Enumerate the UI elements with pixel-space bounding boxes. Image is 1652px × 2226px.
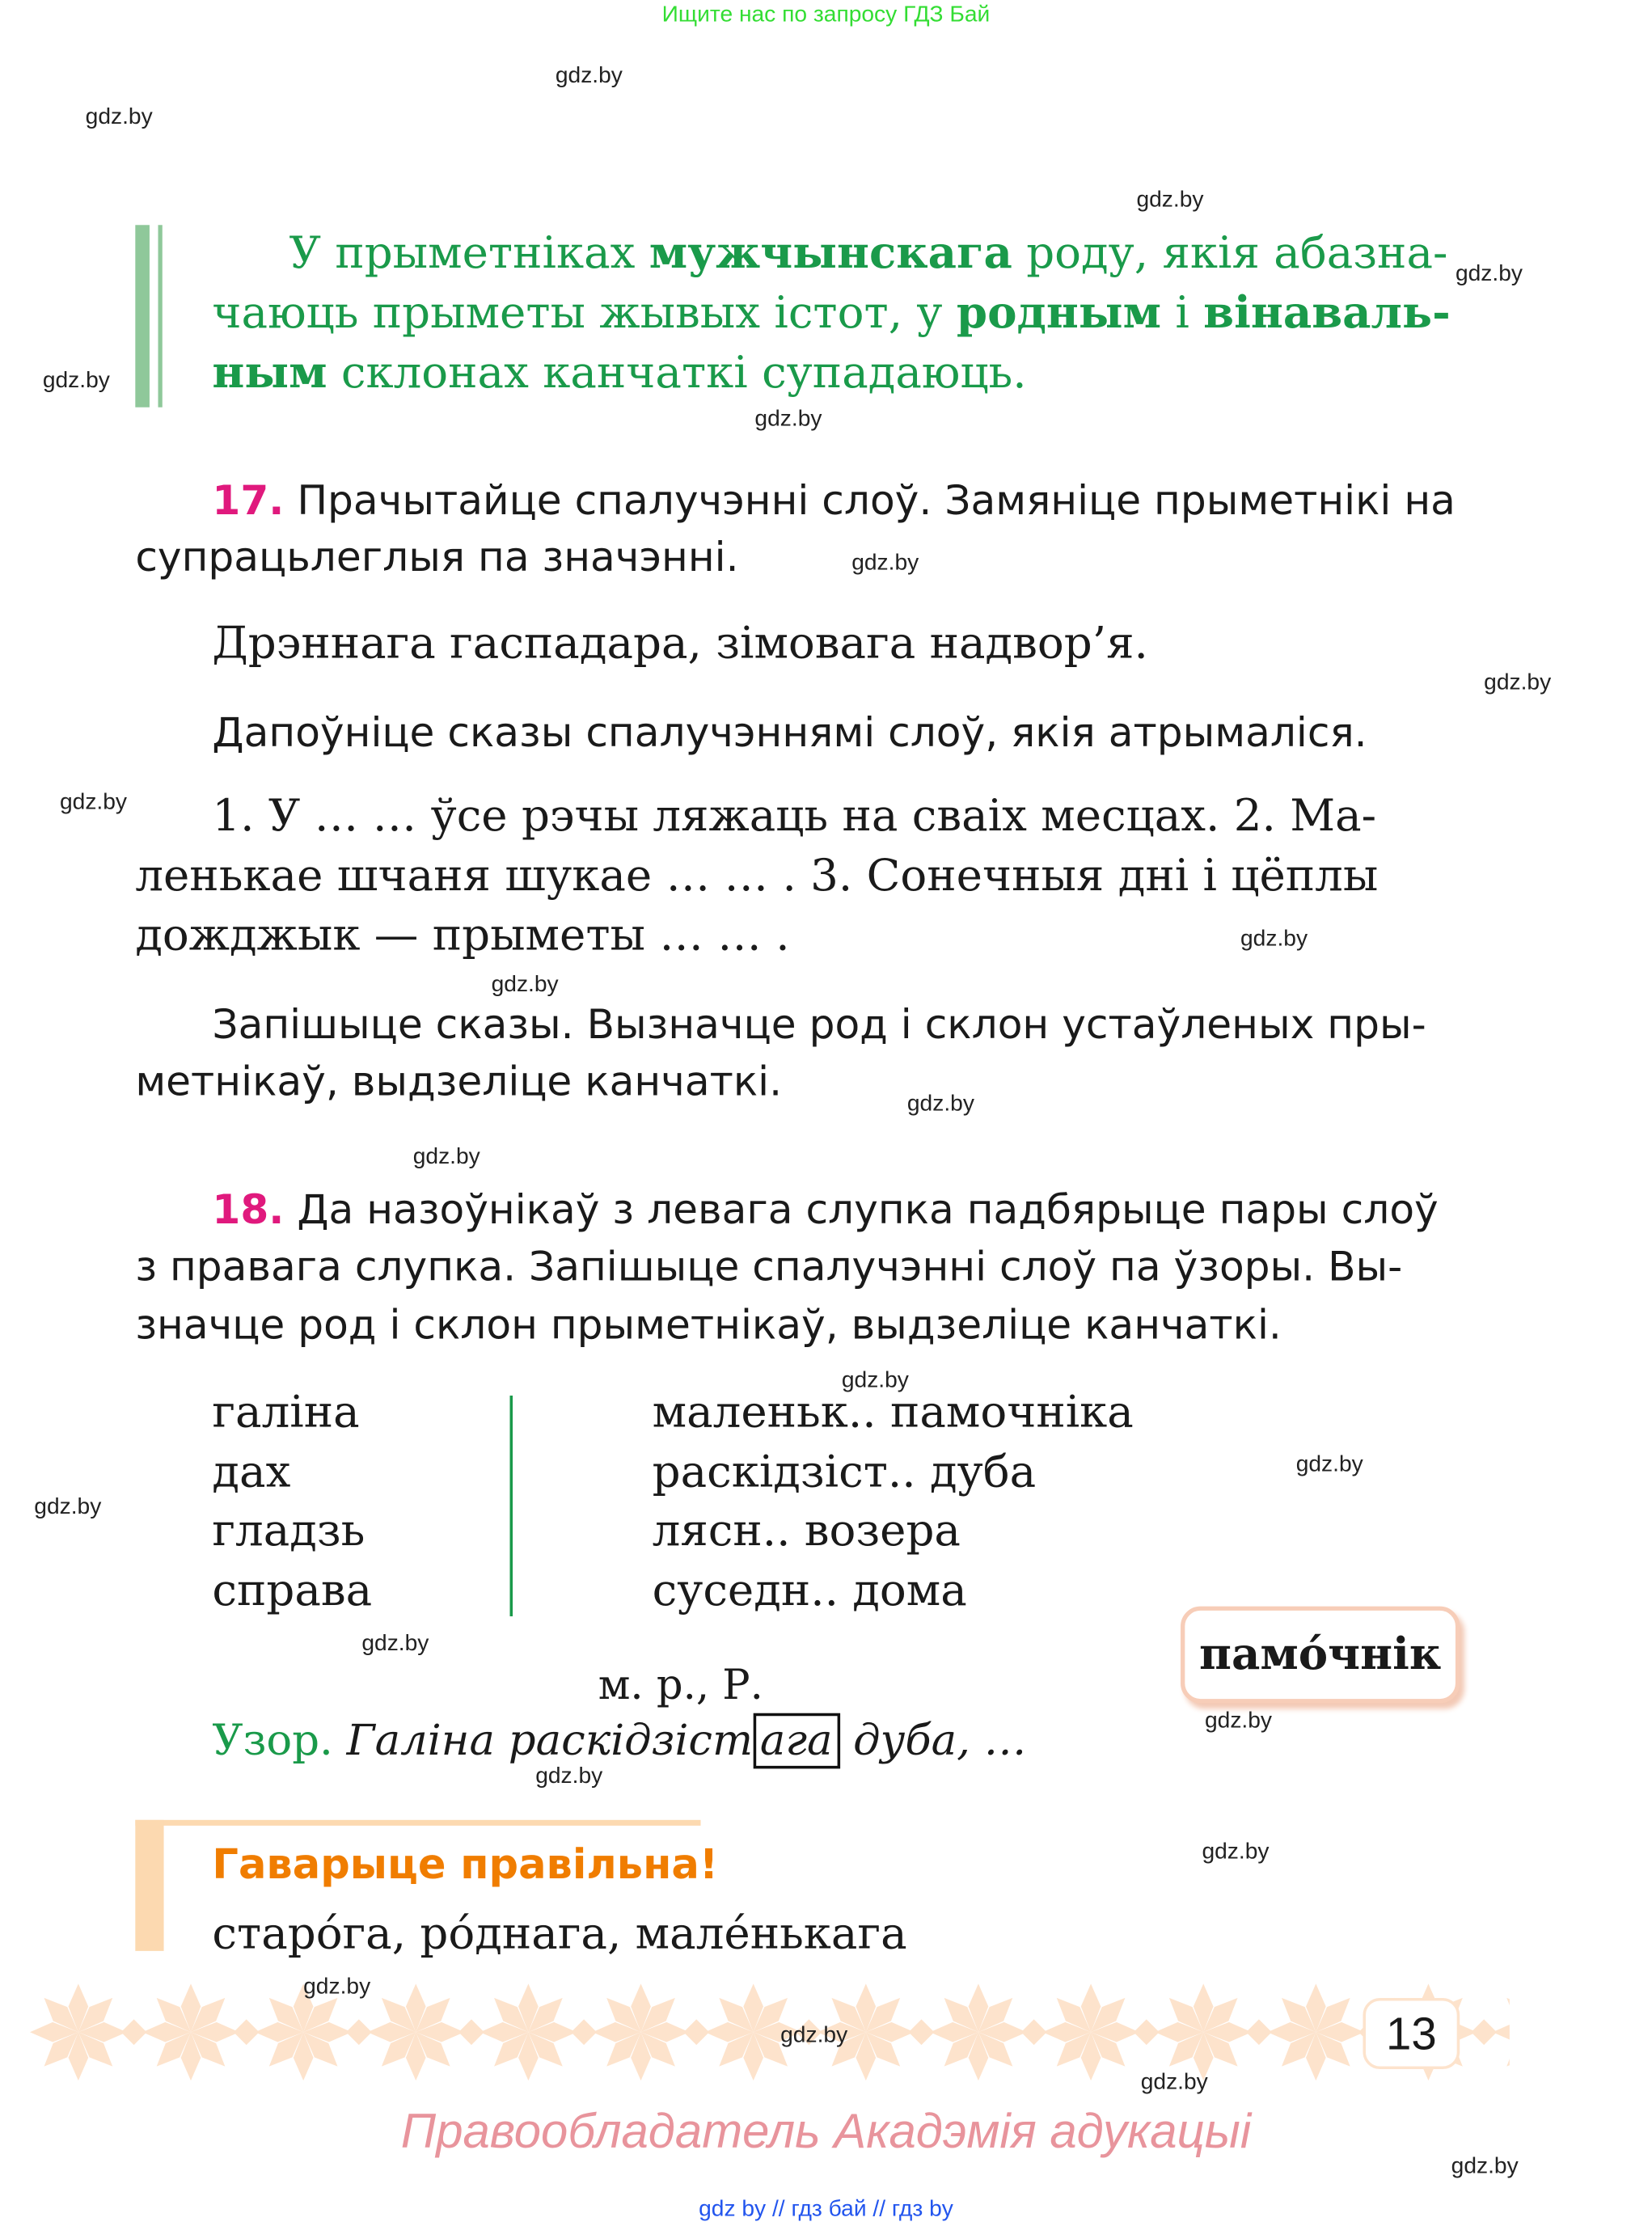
noun: справа <box>212 1565 373 1617</box>
watermark: gdz.by <box>1202 1840 1270 1865</box>
rule-line-1: У прыметніках мужчынскага роду, якія абазна- <box>289 227 1448 280</box>
speak-title: Гаварыце правільна! <box>212 1840 719 1889</box>
phrase: лясн.. возера <box>652 1506 961 1557</box>
watermark: gdz.by <box>491 972 559 997</box>
rule-line-2: чаюць прыметы жывых істот, у родным і вінаваль- <box>212 287 1451 340</box>
watermark: gdz.by <box>34 1495 102 1520</box>
page-number: 13 <box>1386 2007 1437 2059</box>
speak-box-top-border <box>135 1820 700 1826</box>
phrase: маленьк.. памочніка <box>652 1387 1134 1438</box>
exercise-17-instruction: Дапоўніце сказы спалучэннямі слоў, якія атрымаліся. <box>212 709 1367 757</box>
noun: галіна <box>212 1387 360 1438</box>
rule-bar <box>135 225 150 407</box>
sample-ending-box: ага <box>753 1713 839 1769</box>
exercise-17-sentence-line: 1. У … … ўсе рэчы ляжаць на сваіх месцах. 2. Ма- <box>212 790 1377 842</box>
exercise-17-task: Запішыце сказы. Вызначце род і склон устаўленых пры- <box>212 1001 1426 1049</box>
sample-rest: дуба, … <box>853 1716 1027 1766</box>
watermark: gdz.by <box>1455 262 1523 287</box>
watermark: gdz.by <box>1484 670 1552 695</box>
exercise-number: 18. <box>212 1186 285 1234</box>
exercise-18-line-3: значце род і склон прыметнікаў, выдзеліце канчаткі. <box>135 1301 1282 1349</box>
noun: гладзь <box>212 1506 365 1557</box>
watermark: gdz.by <box>754 407 822 432</box>
exercise-17-sentence-line: ленькае шчаня шукае … … . 3. Сонечныя дні і цёплы <box>135 850 1379 902</box>
exercise-18-line-1: 18. Да назоўнікаў з левага слупка падбярыце пары слоў <box>212 1186 1439 1234</box>
watermark: gdz.by <box>1240 927 1308 952</box>
noun: дах <box>212 1446 291 1498</box>
helper-word: памóчнік <box>1198 1628 1442 1681</box>
watermark: gdz.by <box>906 1092 974 1117</box>
watermark: gdz.by <box>361 1632 429 1657</box>
column-divider <box>510 1396 513 1616</box>
ornament-band <box>0 1983 1510 2082</box>
speak-words: стaрóга, рóднага, малéнькага <box>212 1908 907 1960</box>
watermark: gdz.by <box>59 790 127 815</box>
watermark: gdz.by <box>780 2023 848 2048</box>
page-number-box <box>1363 1998 1460 2069</box>
watermark: gdz.by <box>841 1368 909 1393</box>
phrase: раскідзіст.. дуба <box>652 1446 1037 1498</box>
exercise-17-line-1: 17. Прачытайце спалучэнні слоў. Замяніце прыметнікі на <box>212 477 1456 525</box>
sample-line <box>212 1716 1026 1766</box>
rule-bar-thin <box>158 225 162 407</box>
watermark: gdz.by <box>1295 1452 1363 1477</box>
grammar-note: м. р., Р. <box>598 1660 763 1709</box>
exercise-17-line-2: супрацьлеглыя па значэнні. <box>135 534 739 581</box>
bottom-links[interactable]: gdz by // гдз бай // гдз by <box>699 2197 953 2222</box>
watermark: gdz.by <box>535 1764 603 1789</box>
watermark: gdz.by <box>1140 2070 1208 2095</box>
sample-text: Галіна раскідзіст <box>346 1716 754 1766</box>
watermark: gdz.by <box>1204 1709 1272 1734</box>
watermark: gdz.by <box>555 64 623 89</box>
copyright-notice: Правообладатель Акадэмія адукацыі <box>400 2105 1252 2159</box>
rule-line-3: ным склонах канчаткі супадаюць. <box>212 347 1027 399</box>
exercise-number: 17. <box>212 477 285 525</box>
left-column <box>212 1384 372 1622</box>
exercise-17-phrases: Дрэннага гаспадара, зімовага надвор’я. <box>212 618 1148 669</box>
exercise-18-line-2: з правага слупка. Запішыце спалучэнні слоў па ўзоры. Вы- <box>135 1243 1403 1290</box>
watermark: gdz.by <box>851 551 919 576</box>
watermark: gdz.by <box>1451 2154 1519 2179</box>
right-column <box>653 1384 1134 1622</box>
phrase: суседн.. дома <box>652 1565 967 1617</box>
watermark: gdz.by <box>303 1975 371 2000</box>
watermark: gdz.by <box>42 369 110 394</box>
speak-box-left-border <box>135 1820 163 1951</box>
ornament-petal <box>1493 2022 1510 2042</box>
watermark: gdz.by <box>412 1145 480 1169</box>
helper-word-box <box>1181 1607 1460 1704</box>
watermark: gdz.by <box>1136 188 1204 213</box>
exercise-17-task: метнікаў, выдзеліце канчаткі. <box>135 1058 783 1105</box>
exercise-17-sentence-line: дожджык — прыметы … … . <box>135 910 790 961</box>
sample-label: Узор. <box>212 1716 333 1766</box>
watermark: gdz.by <box>85 105 153 130</box>
top-banner[interactable]: Ищите нас по запросу ГДЗ Бай <box>661 2 991 27</box>
